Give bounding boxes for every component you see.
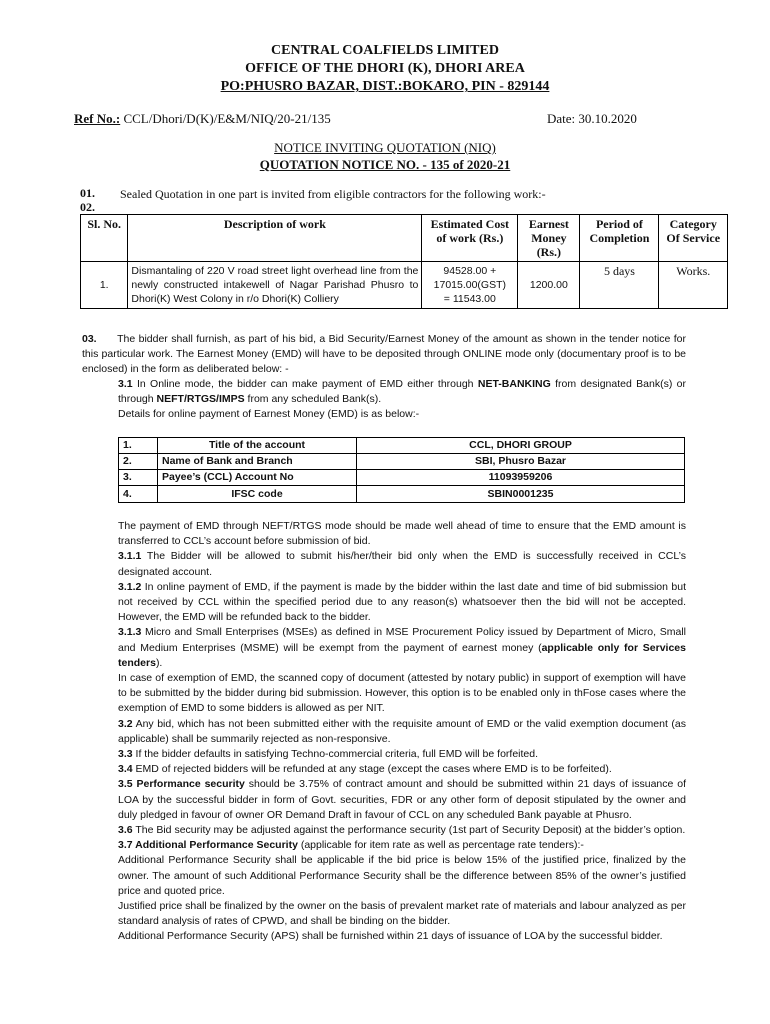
th-category: Category Of Service — [659, 215, 728, 262]
cell-sl: 1. — [81, 262, 128, 309]
header-company: CENTRAL COALFIELDS LIMITED — [271, 43, 499, 58]
cell-emd: 1200.00 — [518, 262, 580, 309]
work-table-header — [81, 215, 728, 262]
c313-end: ). — [155, 656, 163, 669]
header-address: PO:PHUSRO BAZAR, DIST.:BOKARO, PIN - 829144 — [220, 79, 550, 94]
ref-date: Date: 30.10.2020 — [547, 111, 637, 126]
c32-num: 3.2 — [118, 717, 133, 730]
emd-table — [118, 437, 685, 503]
ref-line — [74, 111, 331, 127]
c37-num: 3.7 Additional Performance Security — [118, 839, 298, 852]
table-row — [119, 438, 685, 454]
ref-label: Ref No.: — [74, 111, 121, 126]
c36-text: The Bid security may be adjusted against the performance security (1st part of Security Deposit) at the bidder’s option. — [132, 824, 686, 837]
c37-text: (applicable for item rate as well as percentage rate tenders):- — [297, 839, 584, 852]
emd-value: SBIN0001235 — [357, 486, 685, 503]
section-03 — [82, 332, 686, 377]
th-estimated-cost: Estimated Cost of work (Rs.) — [422, 215, 518, 262]
c311-num: 3.1.1 — [118, 550, 142, 563]
header-office: OFFICE OF THE DHORI (K), DHORI AREA — [245, 61, 525, 76]
emd-num: 1. — [119, 438, 158, 454]
c32-text: Any bid, which has not been submitted either with the requisite amount of EMD or the valid exemption document (as applicable) shall be summarily rejected as non-responsive. — [118, 717, 686, 745]
aps-text-1: Additional Performance Security shall be applicable if the bid price is below 15% of the justified price, finalized by the owner. The amount of such Additional Performance Security shall be the difference between 85% of the owner’s justified price and quoted price. — [118, 854, 686, 897]
s03-num: 03. — [82, 333, 97, 345]
c34-text: EMD of rejected bidders will be refunded at any stage (except the cases where EMD is to be forfeited). — [132, 763, 612, 776]
notice-title: NOTICE INVITING QUOTATION (NIQ) — [274, 140, 496, 155]
aps-text-2: Justified price shall be finalized by the owner on the basis of prevalent market rate of materials and labour analyzed as per standard analysis of rates of CPWD, and shall be binding on the bidder. — [118, 900, 686, 928]
c313-text: Micro and Small Enterprises (MSEs) as defined in MSE Procurement Policy issued by Department of Micro, Small and Medium Enterprises (MSME) will be exempt from the payment of earnest money ( — [118, 626, 686, 654]
table-row — [119, 470, 685, 486]
emd-value: 11093959206 — [357, 470, 685, 486]
s31-num: 3.1 — [118, 378, 133, 390]
aps-text-3: Additional Performance Security (APS) shall be furnished within 21 days of issuance of LOA by the successful bidder. — [118, 930, 663, 943]
table-row — [81, 262, 728, 309]
cell-category: Works. — [659, 262, 728, 309]
th-description: Description of work — [128, 215, 422, 262]
notice-subtitle: QUOTATION NOTICE NO. - 135 of 2020-21 — [259, 157, 511, 172]
ref-value: CCL/Dhori/D(K)/E&M/NIQ/20-21/135 — [120, 111, 331, 126]
c312-num: 3.1.2 — [118, 580, 142, 593]
c311-text: The Bidder will be allowed to submit his/her/their bid only when the EMD is successfully received in CCL’s designated account. — [118, 550, 686, 578]
c35-num: 3.5 Performance security — [118, 778, 245, 791]
cost-line-1: 94528.00 + — [443, 265, 497, 277]
c34-num: 3.4 — [118, 763, 133, 776]
emd-value: SBI, Phusro Bazar — [357, 454, 685, 470]
s31-netbanking: NET-BANKING — [477, 378, 551, 390]
th-earnest-money: Earnest Money (Rs.) — [518, 215, 580, 262]
emd-num: 3. — [119, 470, 158, 486]
emd-value: CCL, DHORI GROUP — [357, 438, 685, 454]
c33-text: If the bidder defaults in satisfying Techno-commercial criteria, full EMD will be forfeited. — [132, 748, 539, 761]
s31-text-e: from any scheduled Bank(s). — [244, 393, 382, 405]
table-row — [119, 486, 685, 503]
c313-num: 3.1.3 — [118, 626, 142, 639]
emd-details-intro: Details for online payment of Earnest Money (EMD) is as below:- — [118, 408, 420, 420]
th-sl: Sl. No. — [81, 215, 128, 262]
c313-bold: applicable only for Services tenders — [118, 641, 686, 669]
th-period: Period of Completion — [580, 215, 659, 262]
intro-num-02: 02. — [80, 200, 95, 214]
payment-note: The payment of EMD through NEFT/RTGS mode should be made well ahead of time to ensure that the EMD amount is transferred to CCL’s account before submission of bid. — [118, 520, 686, 548]
emd-label: Title of the account — [158, 438, 357, 454]
emd-num: 4. — [119, 486, 158, 503]
emd-num: 2. — [119, 454, 158, 470]
cost-line-2: 17015.00(GST) — [433, 279, 507, 291]
emd-label: Name of Bank and Branch — [158, 454, 357, 470]
c36-num: 3.6 — [118, 824, 133, 837]
emd-label: IFSC code — [158, 486, 357, 503]
exemption-text: In case of exemption of EMD, the scanned copy of document (attested by notary public) in support of exemption will have to be submitted by the bidder during bid submission. However, this option is to be enabled only in thFose cases where the exemption of EMD to some bidders is allowed as per NIT. — [118, 672, 686, 715]
c312-text: In online payment of EMD, if the payment is made by the bidder within the last date and time of bid submission but not received by CCL within the specified period due to any reason(s) whatsoever then the bid will not be accepted. However, the EMD will be refunded back to the bidder. — [118, 580, 686, 624]
c35-text: should be 3.75% of contract amount and should be submitted within 21 days of issuance of LOA by the successful bidder in form of Govt. securities, FDR or any other form of deposit stipulated by the owner and duly pledged in favour of owner OR Demand Draft in favour of CCL on any scheduled Bank payable at Phusro. — [118, 778, 686, 821]
s03-p1: The bidder shall furnish, as part of his bid, a Bid Security/Earnest Money of the amount as shown in the tender notice for this particular work. The Earnest Money (EMD) will have to be deposited through ONLINE mode only (documentary proof is to be enclosed) in the form as deliberated below: - — [82, 333, 686, 375]
intro-text: Sealed Quotation in one part is invited from eligible contractors for the following work:- — [120, 187, 546, 201]
intro-num-01: 01. — [80, 186, 95, 200]
s31-neft: NEFT/RTGS/IMPS — [156, 393, 245, 405]
cell-cost — [422, 262, 518, 309]
s31-text-c: from designated Bank(s) or through — [118, 378, 687, 405]
s31-text-a: In Online mode, the bidder can make payment of EMD either through — [132, 378, 478, 390]
table-row — [119, 454, 685, 470]
body-clauses — [118, 519, 686, 945]
cost-line-3: = 11543.00 — [443, 293, 496, 305]
cell-description: Dismantaling of 220 V road street light overhead line from the newly constructed intakewell of Nagar Parishad Phusro to Dhori(K) West Colony in r/o Dhori(K) Colliery — [128, 262, 422, 309]
section-31 — [118, 377, 686, 422]
c33-num: 3.3 — [118, 748, 133, 761]
cell-period: 5 days — [580, 262, 659, 309]
emd-label: Payee’s (CCL) Account No — [158, 470, 357, 486]
work-table — [80, 214, 728, 309]
